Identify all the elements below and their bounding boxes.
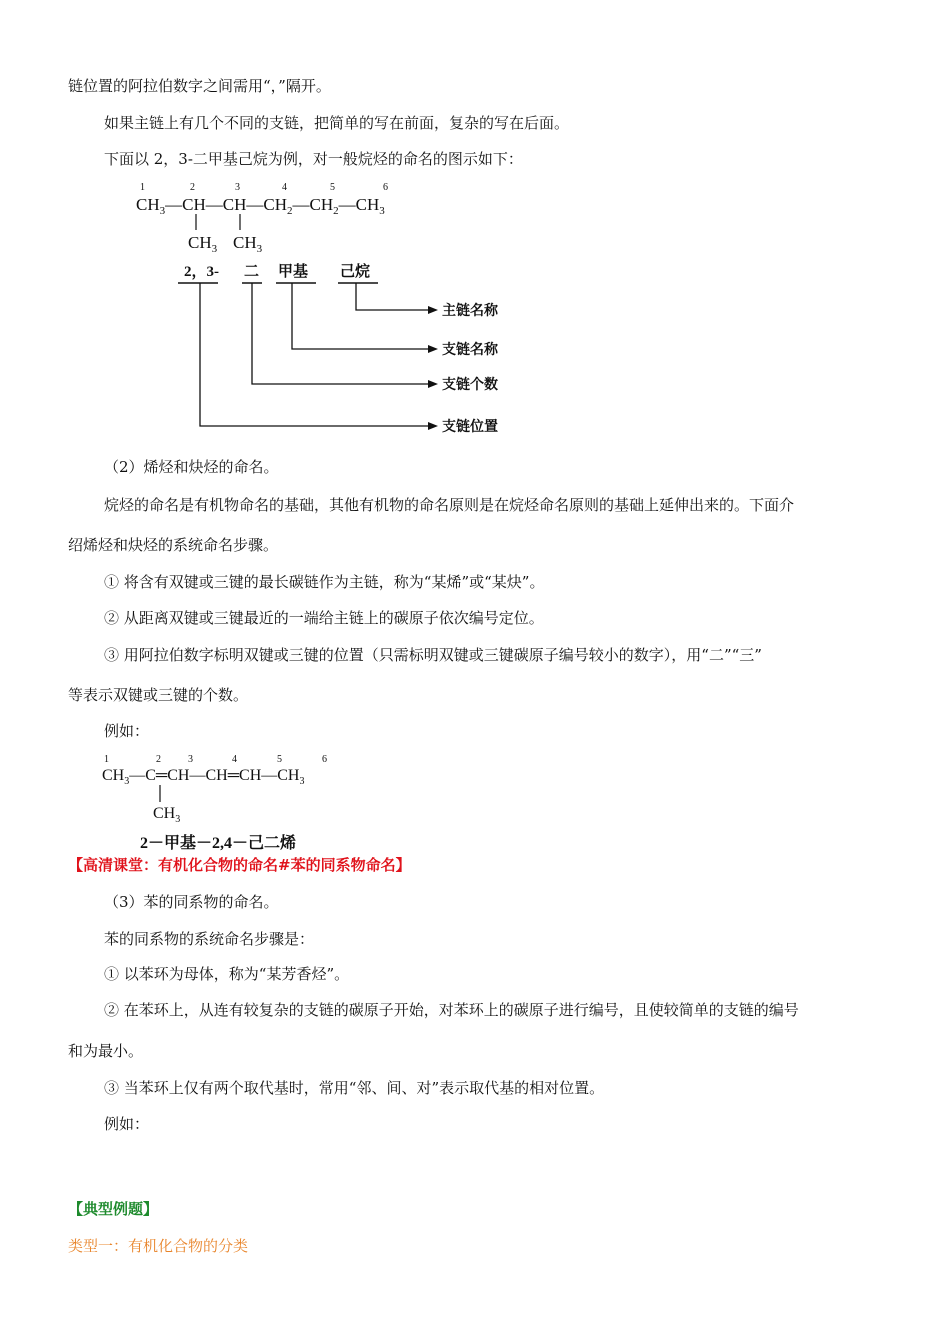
label-branch-name: 支链名称 <box>442 343 498 358</box>
paragraph-text: ① 将含有双键或三键的最长碳链作为主链，称为“某烯”或“某炔”。 <box>104 573 545 591</box>
paragraph-text: （2）烯烃和炔烃的命名。 <box>104 458 279 476</box>
subsection-heading: 类型一：有机化合物的分类 <box>68 1237 249 1255</box>
paragraph-text: 绍烯烃和炔烃的系统命名步骤。 <box>68 536 279 554</box>
paragraph-text: 烷烃的命名是有机物命名的基础，其他有机物的命名原则是在烷烃命名原则的基础上延伸出来的。下面介 <box>104 496 795 514</box>
position-number: 4 <box>282 182 287 193</box>
paragraph-text: ② 从距离双键或三键最近的一端给主链上的碳原子依次编号定位。 <box>104 609 544 627</box>
label-main-chain-name: 主链名称 <box>442 304 498 319</box>
label-branch-position: 支链位置 <box>442 420 498 435</box>
position-number: 6 <box>322 754 327 765</box>
paragraph-text: ① 以苯环为母体，称为“某芳香烃”。 <box>104 965 350 983</box>
paragraph-text: 苯的同系物的系统命名步骤是： <box>104 930 315 948</box>
methyl-branch: $CH_3$ <box>188 233 218 255</box>
paragraph-text: 例如： <box>104 722 150 740</box>
paragraph-text: 如果主链上有几个不同的支链，把简单的写在前面，复杂的写在后面。 <box>104 114 570 132</box>
structural-formula: $CH_3—C═CH—CH═CH—CH_3$ <box>102 767 305 787</box>
position-number: 1 <box>104 754 109 765</box>
methyl-branch: $CH_3$ <box>153 805 181 825</box>
alkene-example-diagram <box>96 748 396 853</box>
position-number: 1 <box>140 182 145 193</box>
structural-formula: $CH_3—CH—CH—CH_2—CH_2—CH_3$ <box>136 195 385 217</box>
alkane-naming-diagram <box>120 178 540 443</box>
position-number: 5 <box>330 182 335 193</box>
name-part-count: 二 <box>244 264 260 280</box>
position-number: 3 <box>235 182 240 193</box>
methyl-branch: $CH_3$ <box>233 233 263 255</box>
paragraph-text: ③ 用阿拉伯数字标明双键或三键的位置（只需标明双键或三键碳原子编号较小的数字），用“二”“三” <box>104 646 762 664</box>
paragraph-text: 例如： <box>104 1115 150 1133</box>
name-part-chain: 己烷 <box>340 264 371 280</box>
paragraph-text: ② 在苯环上，从连有较复杂的支链的碳原子开始，对苯环上的碳原子进行编号，且使较简单的支链的编号 <box>104 1001 799 1019</box>
section-heading: 【典型例题】 <box>68 1200 159 1218</box>
position-number: 2 <box>190 182 195 193</box>
label-branch-count: 支链个数 <box>442 378 498 393</box>
position-number: 4 <box>232 754 237 765</box>
paragraph-text: ③ 当苯环上仅有两个取代基时，常用“邻、间、对”表示取代基的相对位置。 <box>104 1079 605 1097</box>
position-number: 3 <box>188 754 193 765</box>
paragraph-text: （3）苯的同系物的命名。 <box>104 893 279 911</box>
compound-name: 2－甲基－2,4－己二烯 <box>140 835 297 852</box>
paragraph-text: 等表示双键或三键的个数。 <box>68 686 249 704</box>
position-number: 2 <box>156 754 161 765</box>
position-number: 5 <box>277 754 282 765</box>
paragraph-text: 链位置的阿拉伯数字之间需用“，”隔开。 <box>68 77 331 95</box>
position-number: 6 <box>383 182 388 193</box>
classroom-link-heading[interactable]: 【高清课堂：有机化合物的命名#苯的同系物命名】 <box>68 856 411 874</box>
paragraph-text: 下面以 2，3-二甲基己烷为例，对一般烷烃的命名的图示如下： <box>104 150 523 168</box>
name-part-position: 2，3- <box>184 264 219 280</box>
name-part-branch: 甲基 <box>278 264 309 280</box>
paragraph-text: 和为最小。 <box>68 1042 144 1060</box>
